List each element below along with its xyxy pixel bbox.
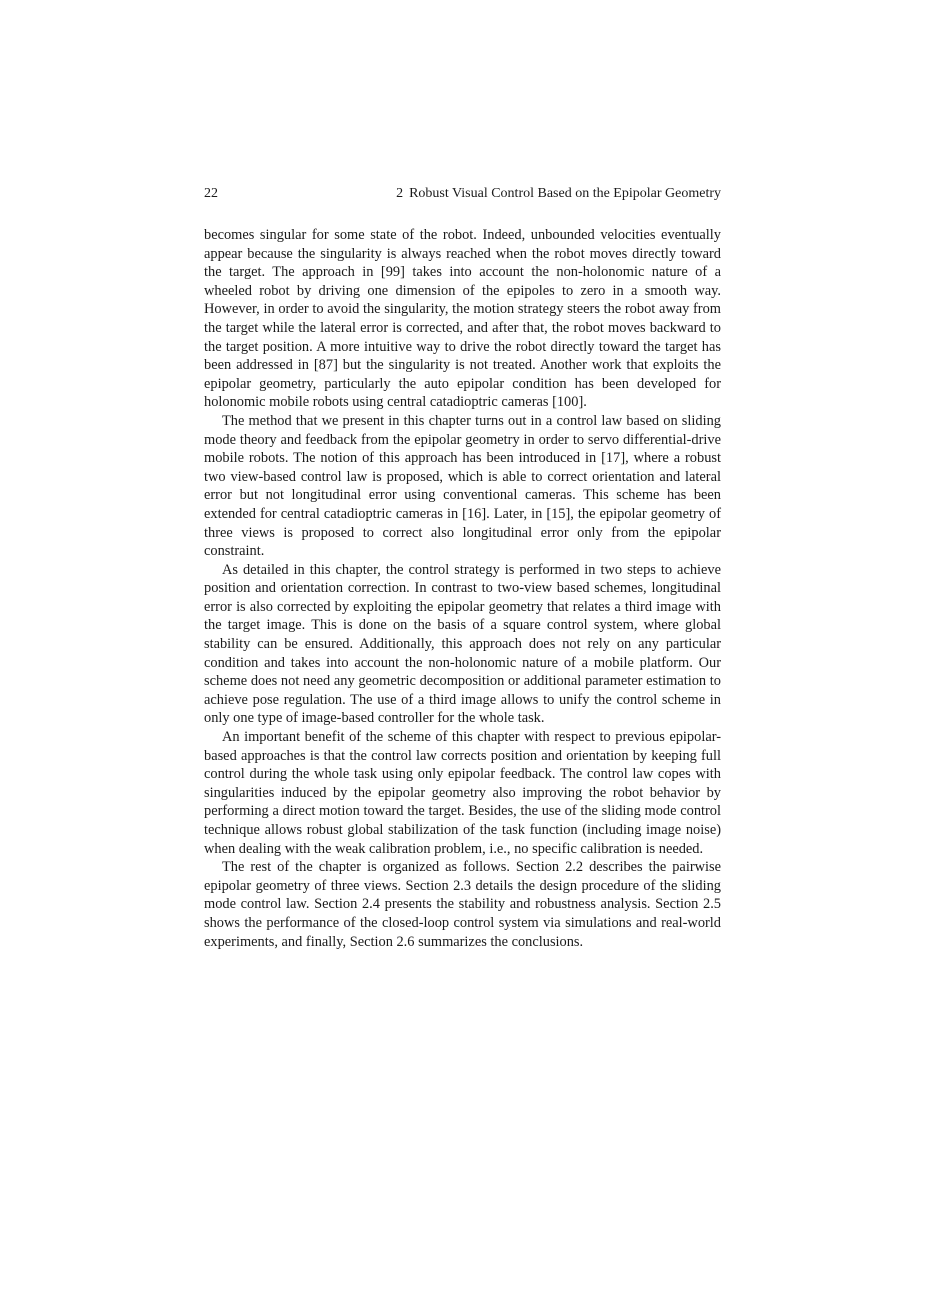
page-number: 22 xyxy=(204,186,218,201)
paragraph-3: As detailed in this chapter, the control strategy is performed in two steps to achieve position and orientation correction. In contrast to two-view based schemes, longitudinal error is also corrected by exploiting the epipolar geometry that relates a third image with the target image. This is done on the basis of a square control system, where global stability can be ensured. Additionally, this approach does not rely on any particular condition and takes into account the non-holonomic nature of a mobile platform. Our scheme does not need any geometric decomposition or additional parameter estimation to achieve pose regulation. The use of a third image allows to unify the control scheme in only one type of image-based controller for the whole task. xyxy=(204,561,721,727)
body-text xyxy=(204,226,721,951)
paragraph-4: An important benefit of the scheme of this chapter with respect to previous epipolar-based approaches is that the control law corrects position and orientation by keeping full control during the whole task using only epipolar feedback. The control law copes with singularities induced by the epipolar geometry also improving the robot behavior by performing a direct motion toward the target. Besides, the use of the sliding mode control technique allows robust global stabilization of the task function (including image noise) when dealing with the weak calibration problem, i.e., no specific calibration is needed. xyxy=(204,729,721,857)
paragraph-5: The rest of the chapter is organized as follows. Section 2.2 describes the pairwise epipolar geometry of three views. Section 2.3 details the design procedure of the sliding mode control law. Section 2.4 presents the stability and robustness analysis. Section 2.5 shows the performance of the closed-loop control system via simulations and real-world experiments, and finally, Section 2.6 summarizes the conclusions. xyxy=(204,859,721,950)
paragraph-1: becomes singular for some state of the robot. Indeed, unbounded velocities eventually appear because the singularity is always reached when the robot moves directly toward the target. The approach in [99] takes into account the non-holonomic nature of a wheeled robot by driving one dimension of the epipoles to zero in a smooth way. However, in order to avoid the singularity, the motion strategy steers the robot away from the target while the lateral error is corrected, and after that, the robot moves backward to the target position. A more intuitive way to drive the robot directly toward the target has been addressed in [87] but the singularity is not treated. Another work that exploits the epipolar geometry, particularly the auto epipolar condition has been developed for holonomic mobile robots using central catadioptric cameras [100]. xyxy=(204,227,721,411)
chapter-title: Robust Visual Control Based on the Epipolar Geometry xyxy=(409,186,721,201)
running-header xyxy=(204,183,721,205)
running-title xyxy=(396,183,721,205)
paragraph-2: The method that we present in this chapter turns out in a control law based on sliding mode theory and feedback from the epipolar geometry in order to servo differential-drive mobile robots. The notion of this approach has been introduced in [17], where a robust two view-based control law is proposed, which is able to correct orientation and lateral error but not longitudinal error using conventional cameras. This scheme has been extended for central catadioptric cameras in [16]. Later, in [15], the epipolar geometry of three views is proposed to correct also longitudinal error only from the epipolar constraint. xyxy=(204,412,721,560)
chapter-number: 2 xyxy=(396,186,404,201)
